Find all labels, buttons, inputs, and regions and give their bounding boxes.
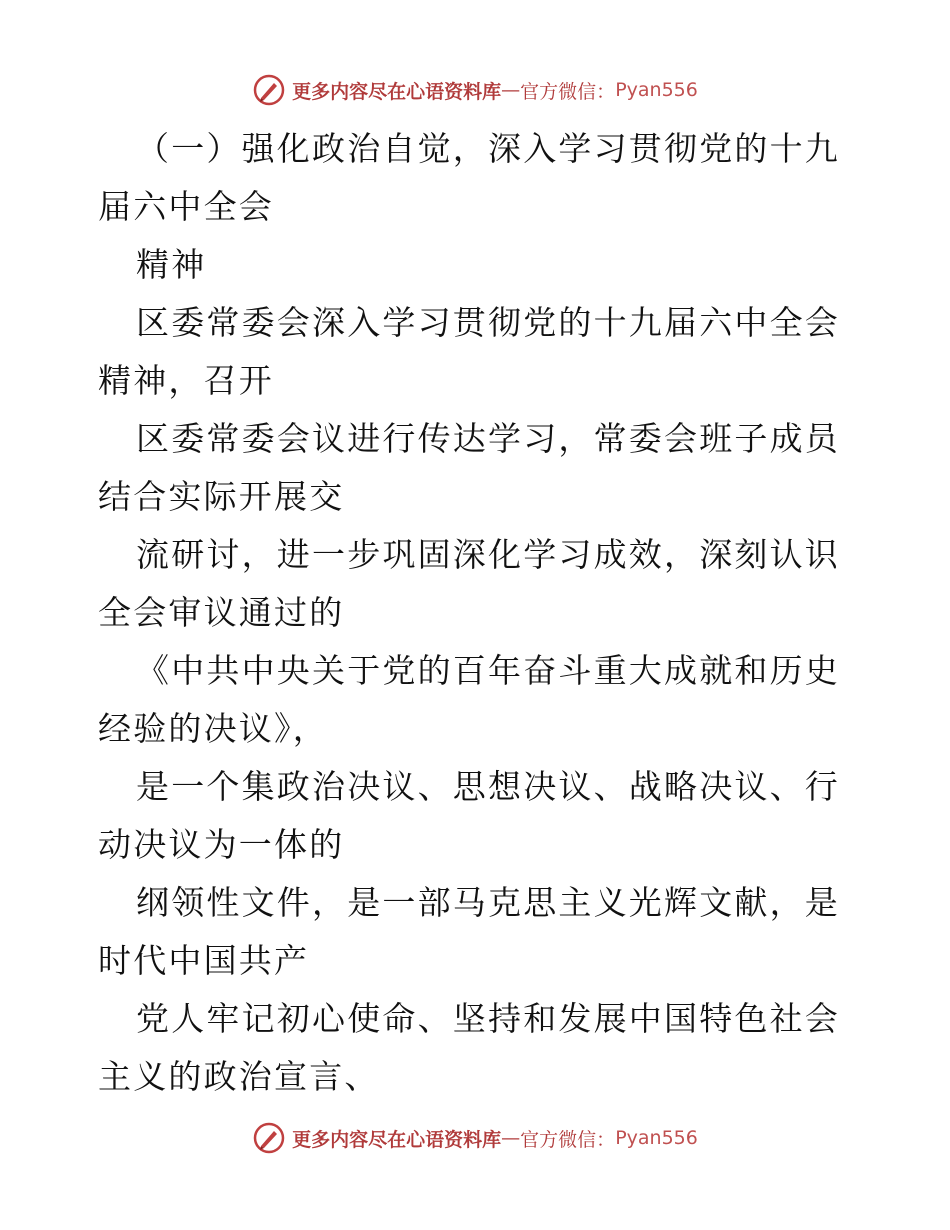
pen-logo-icon: [252, 73, 286, 107]
paragraph: 流研讨，进一步巩固深化学习成效，深刻认识全会审议通过的: [98, 535, 840, 632]
watermark-suffix-text: 官方微信：: [520, 1128, 616, 1151]
watermark-dash: —: [501, 1127, 521, 1149]
watermark-dash: —: [501, 79, 521, 101]
header-watermark: [0, 70, 950, 110]
paragraph: 区委常委会议进行传达学习，常委会班子成员结合实际开展交: [98, 419, 840, 516]
paragraph: 党人牢记初心使命、坚持和发展中国特色社会主义的政治宣言、: [98, 999, 840, 1096]
watermark-main-text: 更多内容尽在心语资料库: [292, 1128, 502, 1151]
footer-watermark: [0, 1118, 950, 1158]
watermark-wechat-id: Pyan556: [615, 79, 698, 101]
paragraph: 区委常委会深入学习贯彻党的十九届六中全会精神，召开: [98, 303, 840, 400]
watermark-wechat-id: Pyan556: [615, 1127, 698, 1149]
paragraph-heading: （一）强化政治自觉，深入学习贯彻党的十九届六中全会: [98, 129, 840, 226]
paragraph: 《中共中央关于党的百年奋斗重大成就和历史经验的决议》，: [98, 651, 840, 748]
paragraph: 是一个集政治决议、思想决议、战略决议、行动决议为一体的: [98, 767, 840, 864]
pen-logo-icon: [252, 1121, 286, 1155]
watermark-main-text: 更多内容尽在心语资料库: [292, 80, 502, 103]
watermark-suffix-text: 官方微信：: [520, 80, 616, 103]
document-body: [98, 120, 858, 1106]
paragraph: 纲领性文件，是一部马克思主义光辉文献，是时代中国共产: [98, 883, 840, 980]
paragraph: 精神: [136, 245, 207, 284]
